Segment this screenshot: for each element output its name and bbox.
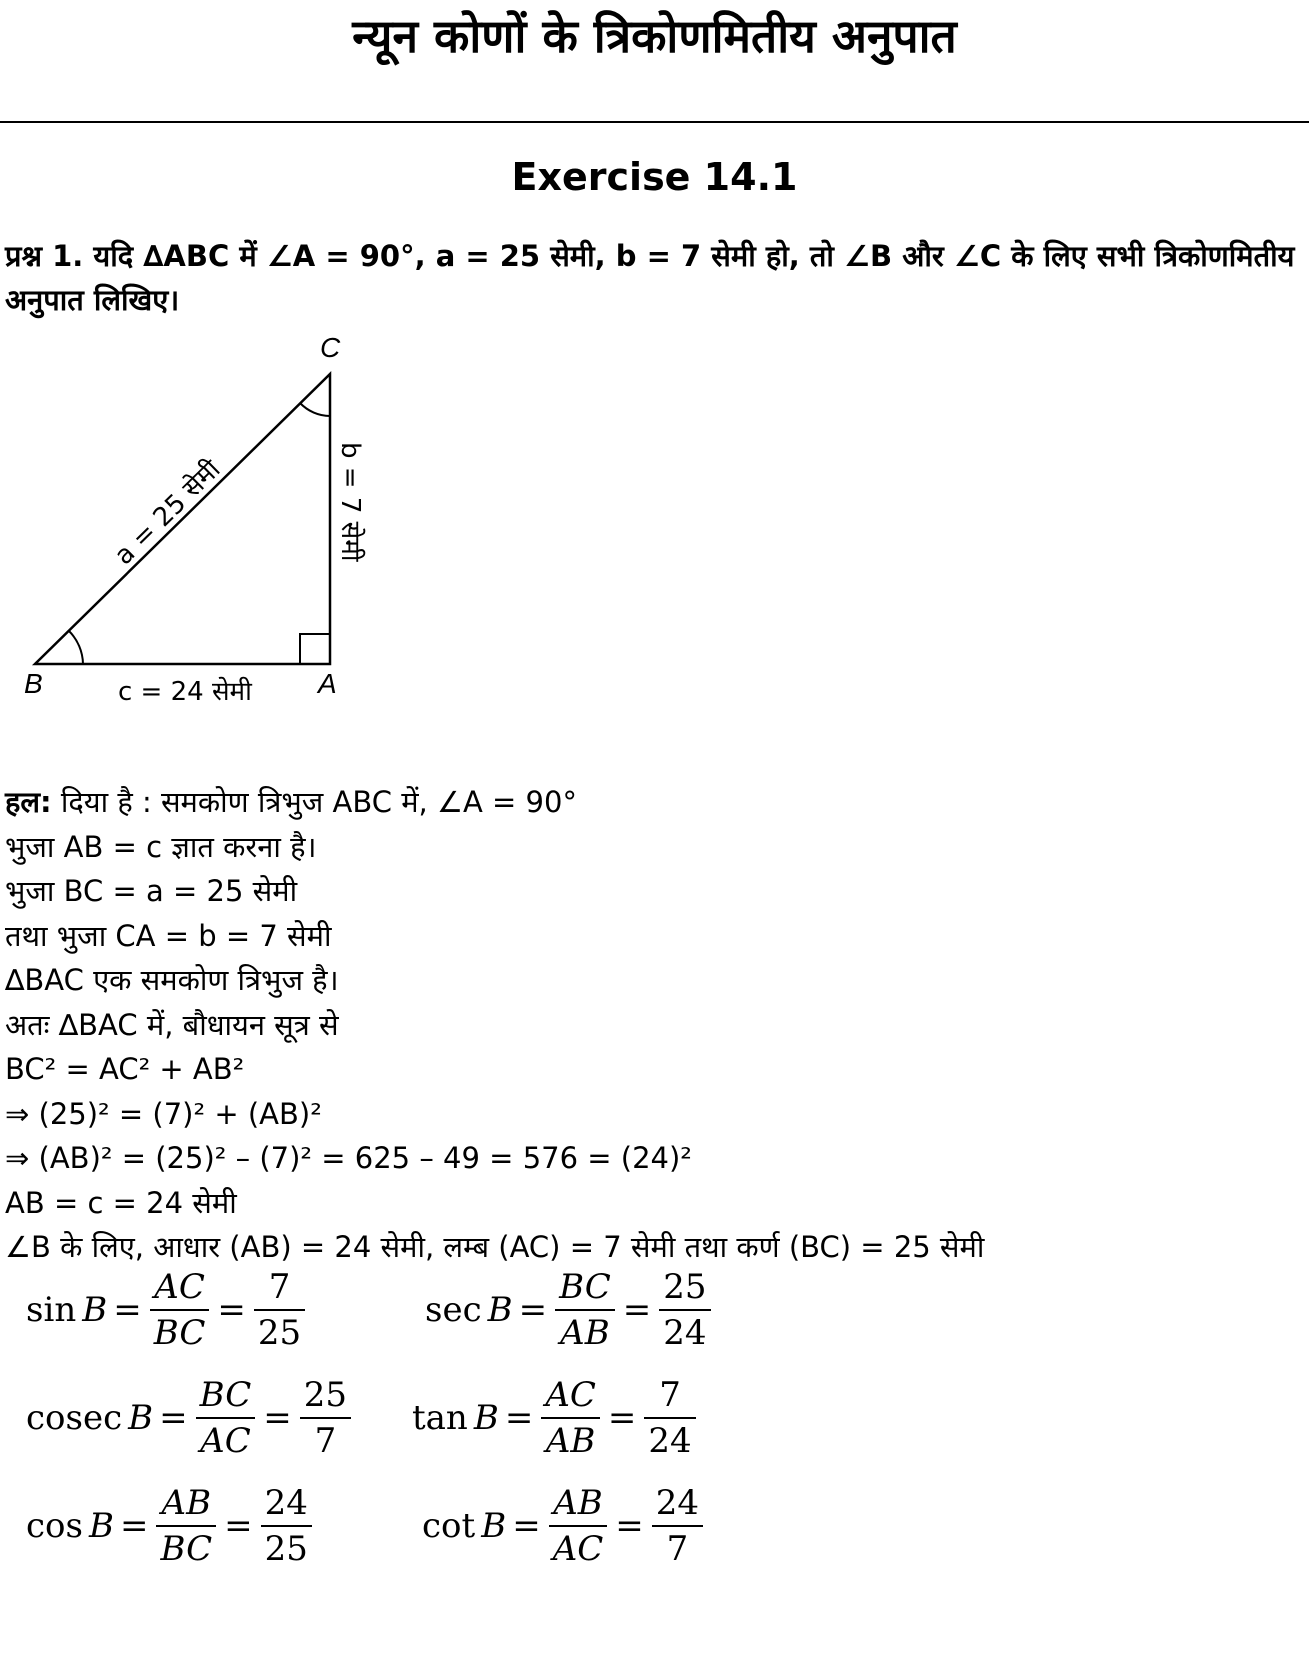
trig-ratio-formulas <box>0 1265 800 1595</box>
function-name: sec <box>425 1290 482 1330</box>
solution-block <box>5 780 1295 1270</box>
angle-variable: B <box>473 1398 499 1438</box>
angle-variable: B <box>481 1506 507 1546</box>
solution-line-text: दिया है : समकोण त्रिभुज ABC में, ∠A = 90° <box>51 785 577 819</box>
value-fraction <box>652 1481 703 1571</box>
denominator: BC <box>160 1529 213 1569</box>
denominator: AC <box>200 1421 251 1461</box>
value-fraction <box>659 1265 710 1355</box>
solution-line: भुजा BC = a = 25 सेमी <box>5 874 298 908</box>
angle-variable: B <box>487 1290 513 1330</box>
value-fraction <box>644 1373 695 1463</box>
equals-sign: = <box>217 1290 246 1330</box>
equals-sign: = <box>119 1506 149 1546</box>
equals-sign: = <box>615 1506 644 1546</box>
solution-heading: हल: <box>5 785 52 819</box>
equals-sign: = <box>159 1398 188 1438</box>
angle-arc-b <box>69 631 83 664</box>
question-text: प्रश्न 1. यदि ∆ABC में ∠A = 90°, a = 25 सेमी, b = 7 सेमी हो, तो ∠B और ∠C के लिए सभी त्रिकोणमितीय अनुपात लिखिए। <box>5 239 1295 317</box>
vertex-label-c: C <box>320 332 341 363</box>
angle-variable: B <box>128 1398 154 1438</box>
function-name: cosec <box>26 1398 123 1438</box>
title-divider <box>0 121 1309 123</box>
formula-cot-b <box>422 1481 705 1571</box>
value-fraction <box>261 1481 312 1571</box>
angle-variable: B <box>82 1290 108 1330</box>
symbolic-fraction <box>555 1265 615 1355</box>
symbolic-fraction <box>196 1373 256 1463</box>
solution-line: तथा भुजा CA = b = 7 सेमी <box>5 918 332 953</box>
equals-sign: = <box>224 1506 253 1546</box>
side-label-c: c = 24 सेमी <box>118 677 252 707</box>
function-name: tan <box>412 1398 468 1438</box>
denominator: 25 <box>257 1313 302 1353</box>
denominator: AB <box>560 1313 610 1353</box>
denominator: 24 <box>648 1421 692 1461</box>
function-name: cos <box>26 1506 83 1546</box>
equals-sign: = <box>622 1290 652 1330</box>
angle-arc-c <box>300 403 330 416</box>
numerator: 25 <box>663 1267 707 1307</box>
equals-sign: = <box>113 1290 142 1330</box>
formula-sec-b <box>425 1265 713 1355</box>
solution-line: ∆BAC एक समकोण त्रिभुज है। <box>5 963 339 997</box>
denominator: 7 <box>666 1529 689 1569</box>
formula-cosec-b <box>26 1373 353 1463</box>
equals-sign: = <box>512 1506 541 1546</box>
solution-line: ∠B के लिए, आधार (AB) = 24 सेमी, लम्ब (AC) = 7 सेमी तथा कर्ण (BC) = 25 सेमी <box>5 1230 985 1264</box>
denominator: 24 <box>663 1313 707 1353</box>
value-fraction <box>254 1265 305 1355</box>
solution-line: ⇒ (AB)² = (25)² – (7)² = 625 – 49 = 576 = (24)² <box>5 1141 692 1175</box>
formula-sin-b <box>26 1265 307 1355</box>
angle-variable: B <box>88 1506 114 1546</box>
equals-sign: = <box>607 1398 637 1438</box>
formula-tan-b <box>412 1373 698 1463</box>
function-name: sin <box>26 1290 77 1330</box>
solution-line: अतः ∆BAC में, बौधायन सूत्र से <box>5 1007 339 1042</box>
denominator: BC <box>153 1313 206 1353</box>
denominator: AC <box>552 1529 604 1569</box>
vertex-label-b: B <box>24 668 43 699</box>
solution-line: ⇒ (25)² = (7)² + (AB)² <box>5 1096 322 1131</box>
exercise-heading: Exercise 14.1 <box>511 155 798 199</box>
equals-sign: = <box>504 1398 534 1438</box>
numerator: 24 <box>264 1483 308 1523</box>
numerator: AB <box>161 1483 212 1523</box>
symbolic-fraction <box>549 1481 608 1571</box>
numerator: 25 <box>303 1375 348 1415</box>
solution-line: AB = c = 24 सेमी <box>5 1185 237 1220</box>
value-fraction <box>300 1373 351 1463</box>
solution-line: BC² = AC² + AB² <box>5 1052 245 1086</box>
triangle-diagram <box>0 330 420 720</box>
numerator: BC <box>199 1375 252 1415</box>
function-name: cot <box>422 1506 476 1546</box>
solution-line <box>5 780 1295 825</box>
numerator: 24 <box>655 1483 700 1523</box>
denominator: 25 <box>264 1529 308 1569</box>
numerator: AB <box>553 1483 603 1523</box>
equals-sign: = <box>263 1398 292 1438</box>
denominator: 7 <box>314 1421 337 1461</box>
numerator: AC <box>545 1375 596 1415</box>
symbolic-fraction <box>156 1481 216 1571</box>
symbolic-fraction <box>541 1373 600 1463</box>
symbolic-fraction <box>150 1265 210 1355</box>
vertex-label-a: A <box>318 668 337 699</box>
formula-cos-b <box>26 1481 314 1571</box>
side-label-a: a = 25 सेमी <box>108 454 227 571</box>
solution-line: भुजा AB = c ज्ञात करना है। <box>5 829 317 864</box>
numerator: BC <box>559 1267 611 1307</box>
side-label-b: b = 7 सेमी <box>335 442 365 562</box>
denominator: AB <box>545 1421 596 1461</box>
numerator: 7 <box>268 1267 291 1307</box>
equals-sign: = <box>518 1290 548 1330</box>
page-title: न्यून कोणों के त्रिकोणमितीय अनुपात <box>352 9 957 63</box>
numerator: 7 <box>659 1375 681 1415</box>
right-angle-mark <box>300 634 330 664</box>
numerator: AC <box>154 1267 205 1307</box>
